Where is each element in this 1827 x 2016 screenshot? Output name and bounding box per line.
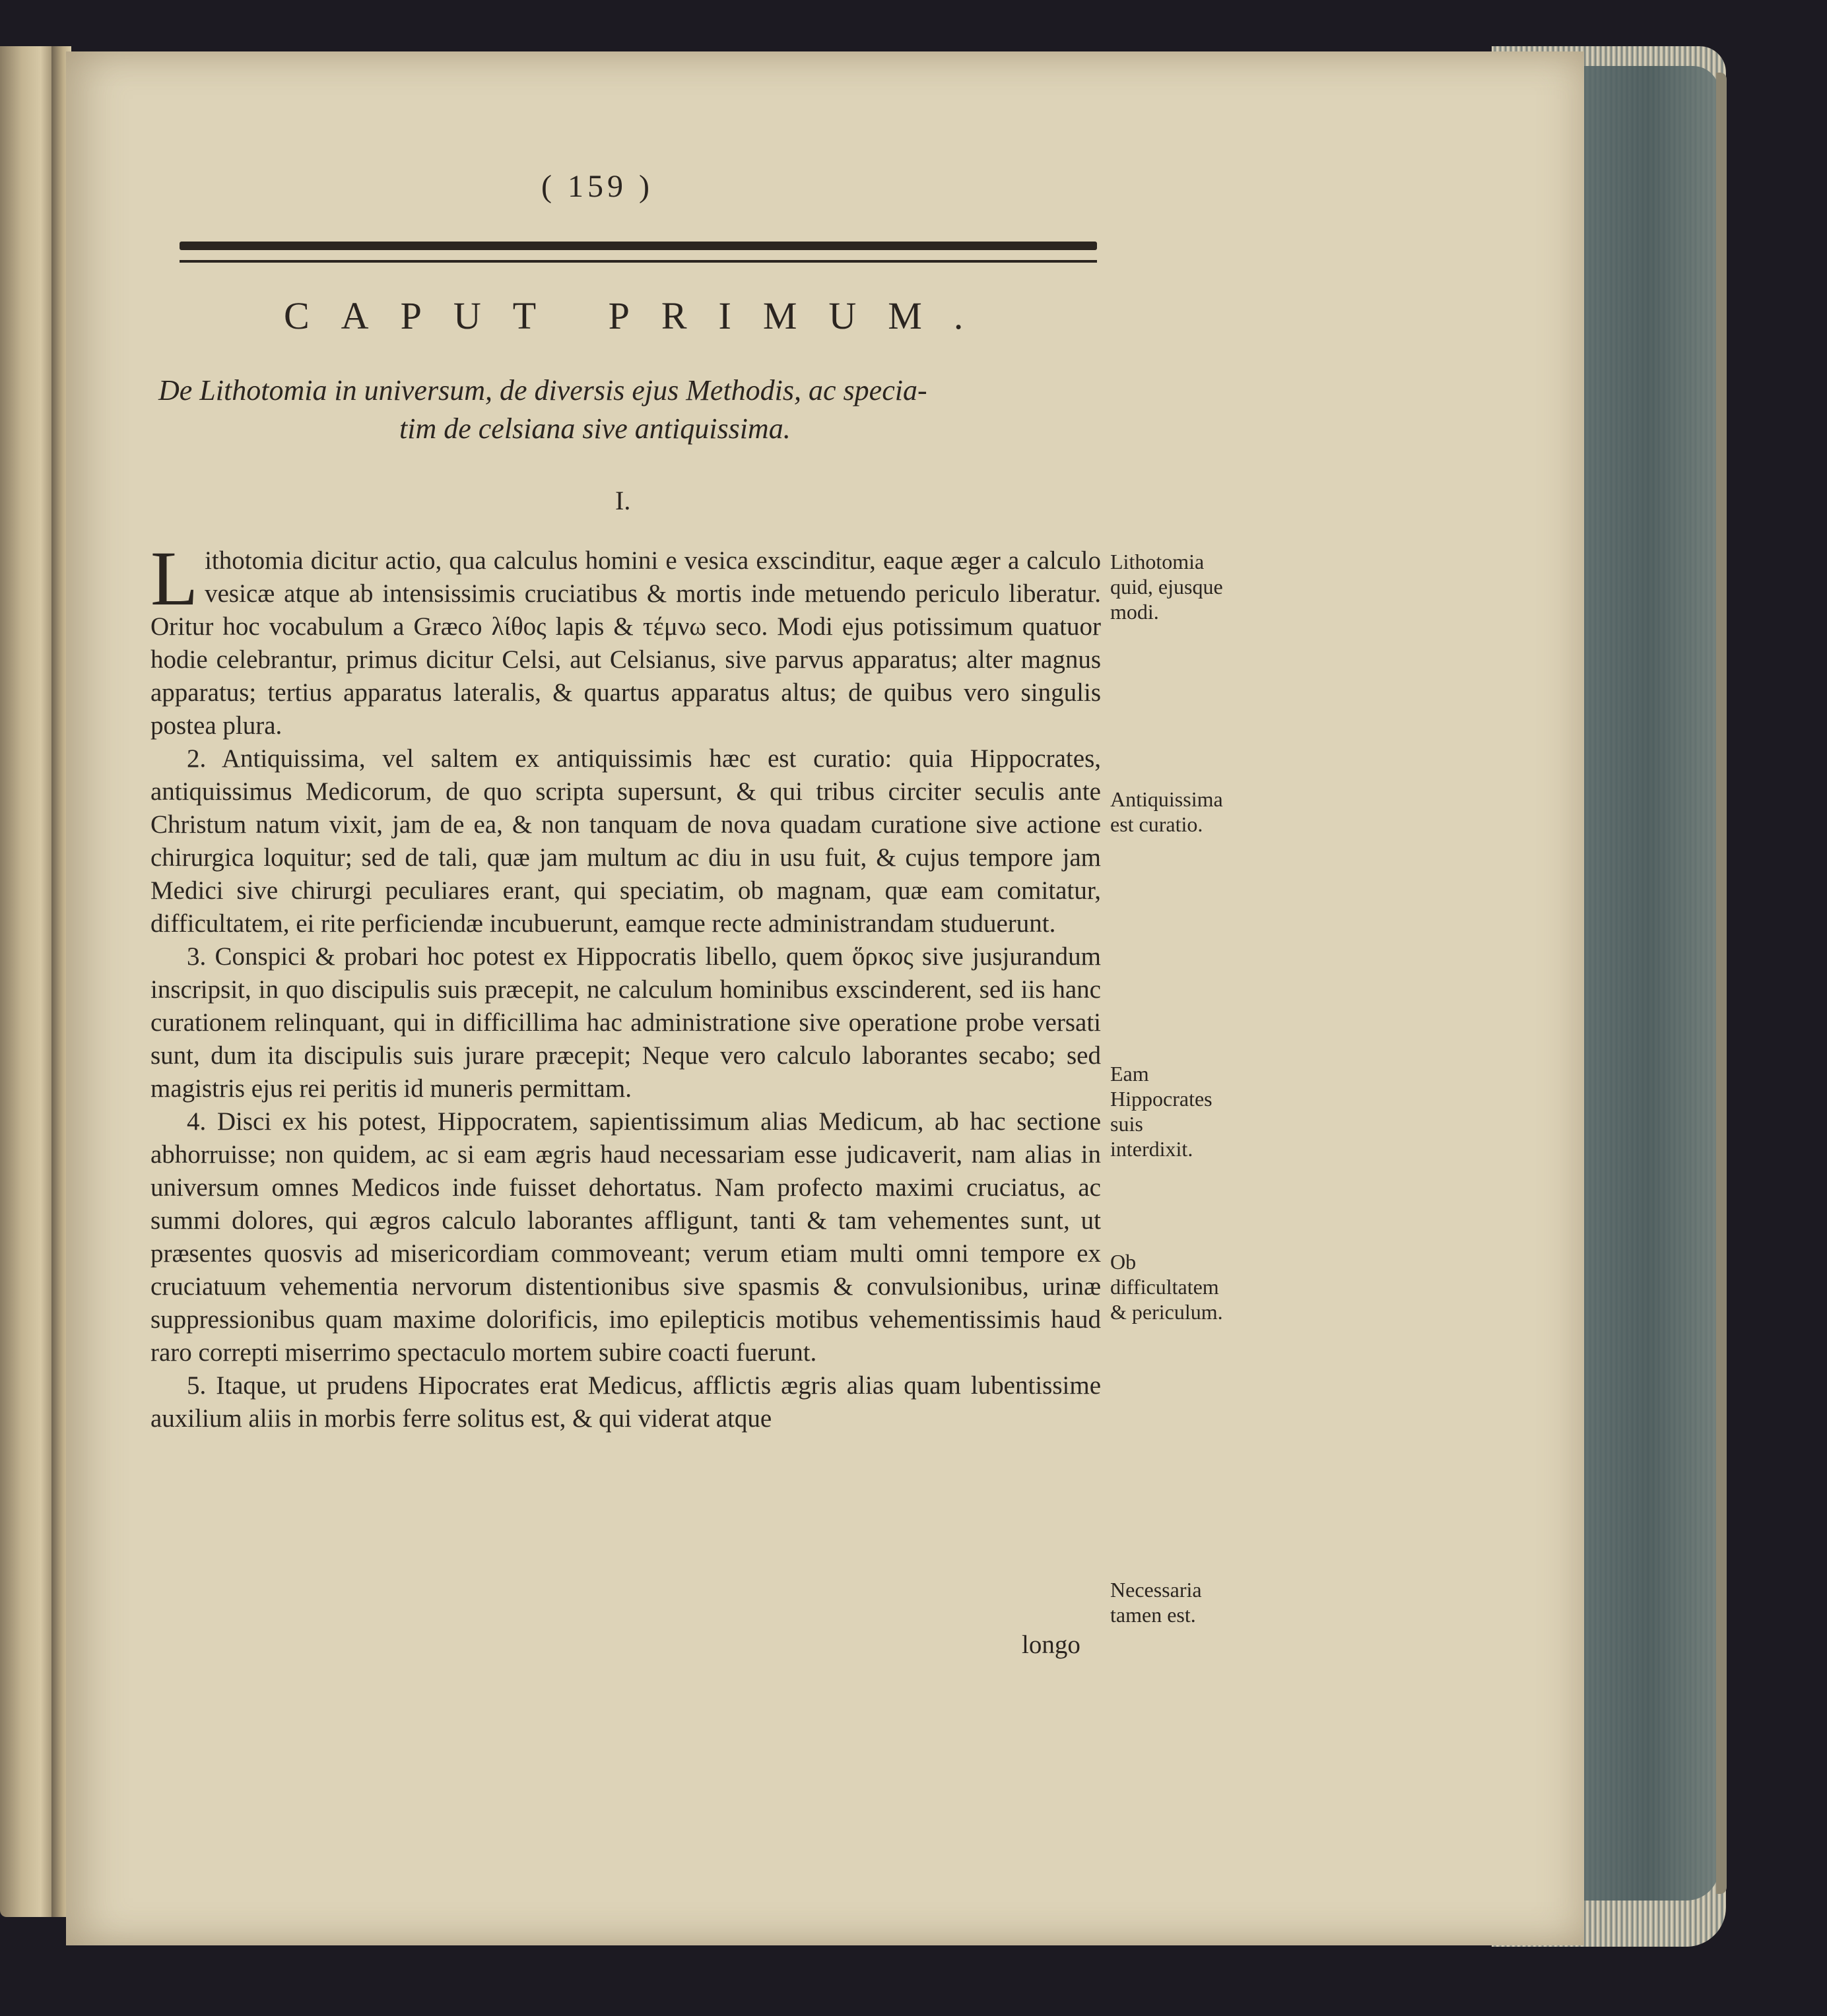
- margin-note-3: Eam Hippocrates suis interdixit.: [1110, 1062, 1212, 1161]
- paragraph-1: [150, 535, 1101, 742]
- header-rule-thin: [180, 260, 1097, 263]
- chapter-title: CAPUT PRIMUM.: [284, 294, 995, 337]
- margin-note-1: Lithotomia quid, ejusque modi.: [1110, 550, 1223, 624]
- margin-note-4: Ob difficultatem & periculum.: [1110, 1250, 1223, 1324]
- margin-note-2: Antiquissima est curatio.: [1110, 787, 1223, 836]
- header-rule-thick: [180, 242, 1097, 250]
- drop-cap: L: [150, 535, 199, 622]
- chapter-subtitle: [158, 372, 1109, 448]
- paragraph-2: 2. Antiquissima, vel saltem ex antiquissimis hæc est curatio: quia Hippocrates, antiquissimus Medicorum, de quo scripta supersunt, & qui tribus circiter seculis ante Christum natum vixit, jam de ea, & non tanquam de nova quadam curatione sive actione chirurgica loquitur; sed de tali, quæ jam multum ac diu in usu fuit, & cujus tempore jam Medici sive chirurgi peculiares erant, qui speciatim, ob magnam, quæ eam comitatur, difficultatem, ei rite perficiendæ incubuerunt, eamque recte administrandam studuerunt.: [150, 744, 1101, 938]
- paragraph-4: 4. Disci ex his potest, Hippocratem, sapientissimum alias Medicum, ab hac sectione abhorruisse; non quidem, ac si eam ægris haud necessariam esse judicaverit, nam alias in universum omnes Medicos inde fuisset dehortatus. Nam profecto maximi cruciatus, ac summi dolores, qui ægros calculo laborantes affligunt, tanti & tam vehementes sunt, ut præsentes quosvis ad misericordiam commoveant; verum etiam multi omni tempore ex cruciatuum vehementia nervorum distentionibus sive spasmis & convulsionibus, urinæ suppressionibus quam maxime dolorificis, imo epilepticis motibus vehementissimis haud raro correpti miserrimo spectaculo mortem subire coacti fuerunt.: [150, 1107, 1101, 1367]
- paragraph-5: 5. Itaque, ut prudens Hipocrates erat Medicus, afflictis ægris alias quam lubentissime auxilium aliis in morbis ferre solitus est, & qui viderat atque: [150, 1371, 1101, 1433]
- page-number: ( 159 ): [541, 169, 653, 204]
- section-number: I.: [615, 486, 631, 515]
- margin-note-5: Necessaria tamen est.: [1110, 1578, 1202, 1627]
- facing-page-edge: [0, 46, 54, 1917]
- subtitle-line-2: tim de celsiana sive antiquissima.: [399, 412, 791, 445]
- paragraph-1-text: ithotomia dicitur actio, qua calculus homini e vesica exscinditur, eaque æger a calculo vesicæ atque ab intensissimis cruciatibus & mortis inde metuendo periculo liberatur. Oritur hoc vocabulum a Græco λίθος lapis & τέμνω seco. Modi ejus potissimum quatuor hodie celebrantur, primus dicitur Celsi, aut Celsianus, sive parvus apparatus; alter magnus apparatus; tertius apparatus lateralis, & quartus apparatus altus; de quibus vero singulis postea plura.: [150, 546, 1101, 740]
- subtitle-line-1: De Lithotomia in universum, de diversis ejus Methodis, ac specia-: [158, 374, 927, 406]
- cover-edge: [1716, 73, 1727, 1894]
- catchword: longo: [1022, 1631, 1080, 1659]
- page-block-shadow: [1578, 66, 1719, 1901]
- paragraph-3: 3. Conspici & probari hoc potest ex Hippocratis libello, quem ὅρκος sive jusjurandum inscripsit, in quo discipulis suis præcepit, ne calculum hominibus exscinderent, sed iis hanc curationem relinquant, qui in difficillima hac administratione sive operatione probe versati sunt, dum ita discipulis suis jurare præcepit; Neque vero calculo laborantes secabo; sed magistris ejus rei peritis id muneris permittam.: [150, 942, 1101, 1103]
- body-text: [150, 535, 1101, 1435]
